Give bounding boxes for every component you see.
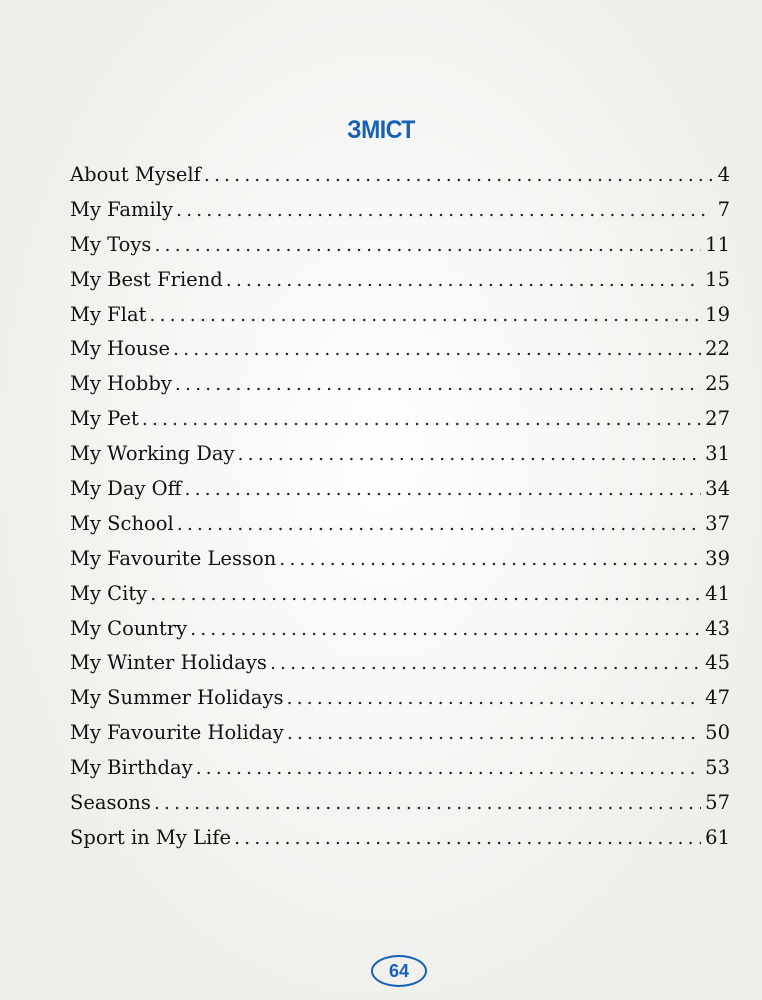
toc-entry-title: My Country xyxy=(70,616,188,640)
toc-entry-page: 19 xyxy=(705,302,730,326)
toc-entry xyxy=(70,756,730,791)
toc-entry-title: My Favourite Holiday xyxy=(70,721,284,745)
toc-entry-page: 27 xyxy=(705,407,730,431)
toc-entry xyxy=(70,303,730,338)
dot-leader xyxy=(226,271,701,290)
table-of-contents xyxy=(70,163,730,861)
dot-leader xyxy=(238,445,702,464)
toc-entry-page: 37 xyxy=(705,511,730,535)
toc-entry xyxy=(70,268,730,303)
toc-entry xyxy=(70,233,730,268)
toc-entry-page: 47 xyxy=(705,686,730,710)
dot-leader xyxy=(204,166,712,185)
dot-leader xyxy=(154,236,701,255)
dot-leader xyxy=(270,654,701,673)
toc-entry-page: 4 xyxy=(717,163,730,186)
toc-entry-title: My Summer Holidays xyxy=(70,686,284,710)
toc-entry xyxy=(70,826,730,861)
toc-entry xyxy=(70,477,730,512)
toc-entry-title: My Favourite Lesson xyxy=(70,546,277,570)
dot-leader xyxy=(190,620,701,639)
toc-entry-page: 7 xyxy=(717,197,730,221)
toc-entry-page: 61 xyxy=(705,825,730,849)
toc-entry-page: 34 xyxy=(705,477,730,501)
toc-entry-title: About Myself xyxy=(70,163,201,186)
toc-entry-title: My Pet xyxy=(70,407,139,431)
toc-entry-page: 25 xyxy=(705,372,730,396)
toc-entry-title: My Birthday xyxy=(70,756,193,780)
dot-leader xyxy=(287,689,702,708)
toc-entry-title: My Working Day xyxy=(70,442,235,466)
toc-entry xyxy=(70,617,730,652)
toc-entry-page: 50 xyxy=(705,721,730,745)
toc-entry-title: My Hobby xyxy=(70,372,172,396)
toc-entry-title: My Toys xyxy=(70,232,152,256)
dot-leader xyxy=(175,375,701,394)
dot-leader xyxy=(154,794,701,813)
toc-entry-page: 41 xyxy=(705,581,730,605)
toc-entry-title: My City xyxy=(70,581,148,605)
dot-leader xyxy=(185,480,702,499)
page-number-badge: 64 xyxy=(371,955,427,987)
toc-entry xyxy=(70,582,730,617)
toc-entry xyxy=(70,651,730,686)
dot-leader xyxy=(279,550,701,569)
dot-leader xyxy=(149,306,701,325)
toc-entry xyxy=(70,372,730,407)
toc-entry-title: My School xyxy=(70,511,174,535)
toc-entry xyxy=(70,791,730,826)
dot-leader xyxy=(287,724,701,743)
dot-leader xyxy=(142,410,701,429)
toc-entry-page: 45 xyxy=(705,651,730,675)
toc-entry-title: Sport in My Life xyxy=(70,825,232,849)
toc-entry-page: 43 xyxy=(705,616,730,640)
toc-entry-page: 39 xyxy=(705,546,730,570)
toc-entry-page: 22 xyxy=(705,337,730,361)
toc-entry-page: 15 xyxy=(705,267,730,291)
toc-entry xyxy=(70,337,730,372)
dot-leader xyxy=(176,201,712,220)
toc-entry xyxy=(70,407,730,442)
toc-entry-page: 53 xyxy=(705,756,730,780)
toc-entry-title: Seasons xyxy=(70,791,151,815)
toc-entry xyxy=(70,198,730,233)
toc-entry-page: 57 xyxy=(705,791,730,815)
toc-entry xyxy=(70,721,730,756)
toc-entry-title: My Best Friend xyxy=(70,267,223,291)
toc-entry xyxy=(70,442,730,477)
toc-entry-page: 31 xyxy=(705,442,730,466)
toc-entry-title: My Day Off xyxy=(70,477,182,501)
toc-entry xyxy=(70,163,730,198)
toc-entry xyxy=(70,686,730,721)
dot-leader xyxy=(234,829,701,848)
dot-leader xyxy=(150,585,701,604)
toc-entry-title: My Flat xyxy=(70,302,147,326)
dot-leader xyxy=(173,340,701,359)
dot-leader xyxy=(177,515,701,534)
toc-entry-title: My House xyxy=(70,337,171,361)
toc-entry-page: 11 xyxy=(705,232,730,256)
toc-entry xyxy=(70,547,730,582)
toc-entry xyxy=(70,512,730,547)
toc-entry-title: My Family xyxy=(70,197,173,221)
contents-title: ЗМІСТ xyxy=(347,116,415,144)
toc-entry-title: My Winter Holidays xyxy=(70,651,267,675)
dot-leader xyxy=(196,759,702,778)
